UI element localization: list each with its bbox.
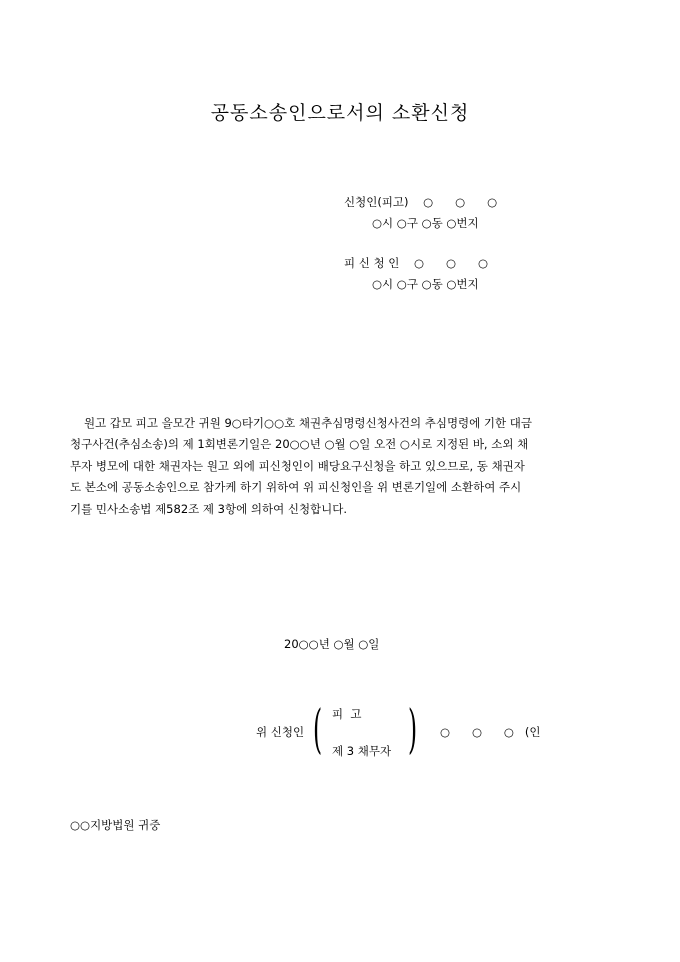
- respondent-address: ○시 ○구 ○동 ○번지: [372, 277, 479, 291]
- body-line: 기를 민사소송법 제582조 제 3항에 의하여 신청합니다.: [70, 501, 348, 516]
- signature-prefix: 위 신청인: [256, 725, 305, 739]
- signature-role-bottom: 제 3 채무자: [332, 744, 392, 758]
- respondent-label: 피 신 청 인 ○ ○ ○: [344, 256, 488, 270]
- applicant-address: ○시 ○구 ○동 ○번지: [372, 216, 479, 230]
- body-line: 청구사건(추심소송)의 제 1회변론기일은 20○○년 ○월 ○일 오전 ○시로 지정된 바, 소외 채: [70, 437, 529, 452]
- applicant-label: 신청인(피고) ○ ○ ○: [344, 195, 498, 209]
- body-paragraph: [70, 413, 626, 520]
- document-date: 20○○년 ○월 ○일: [284, 637, 380, 651]
- signature-name-seal: ○ ○ ○ (인: [440, 725, 541, 739]
- right-parenthesis: ): [408, 700, 418, 760]
- signature-role-top: 피 고: [332, 707, 362, 721]
- body-line: 도 본소에 공동소송인으로 참가케 하기 위하여 위 피신청인을 위 변론기일에 소환하여 주시: [70, 480, 522, 495]
- body-line: 원고 갑모 피고 을모간 귀원 9○타기○○호 채권추심명령신청사건의 추심명령에 기한 대금: [84, 416, 533, 430]
- document-title: 공동소송인으로서의 소환신청: [210, 102, 470, 124]
- left-parenthesis: (: [313, 700, 323, 760]
- body-line: 무자 병모에 대한 채권자는 원고 외에 피신청인이 배당요구신청을 하고 있으므로, 동 채권자: [70, 458, 525, 473]
- court-addressee: ○○지방법원 귀중: [70, 818, 161, 832]
